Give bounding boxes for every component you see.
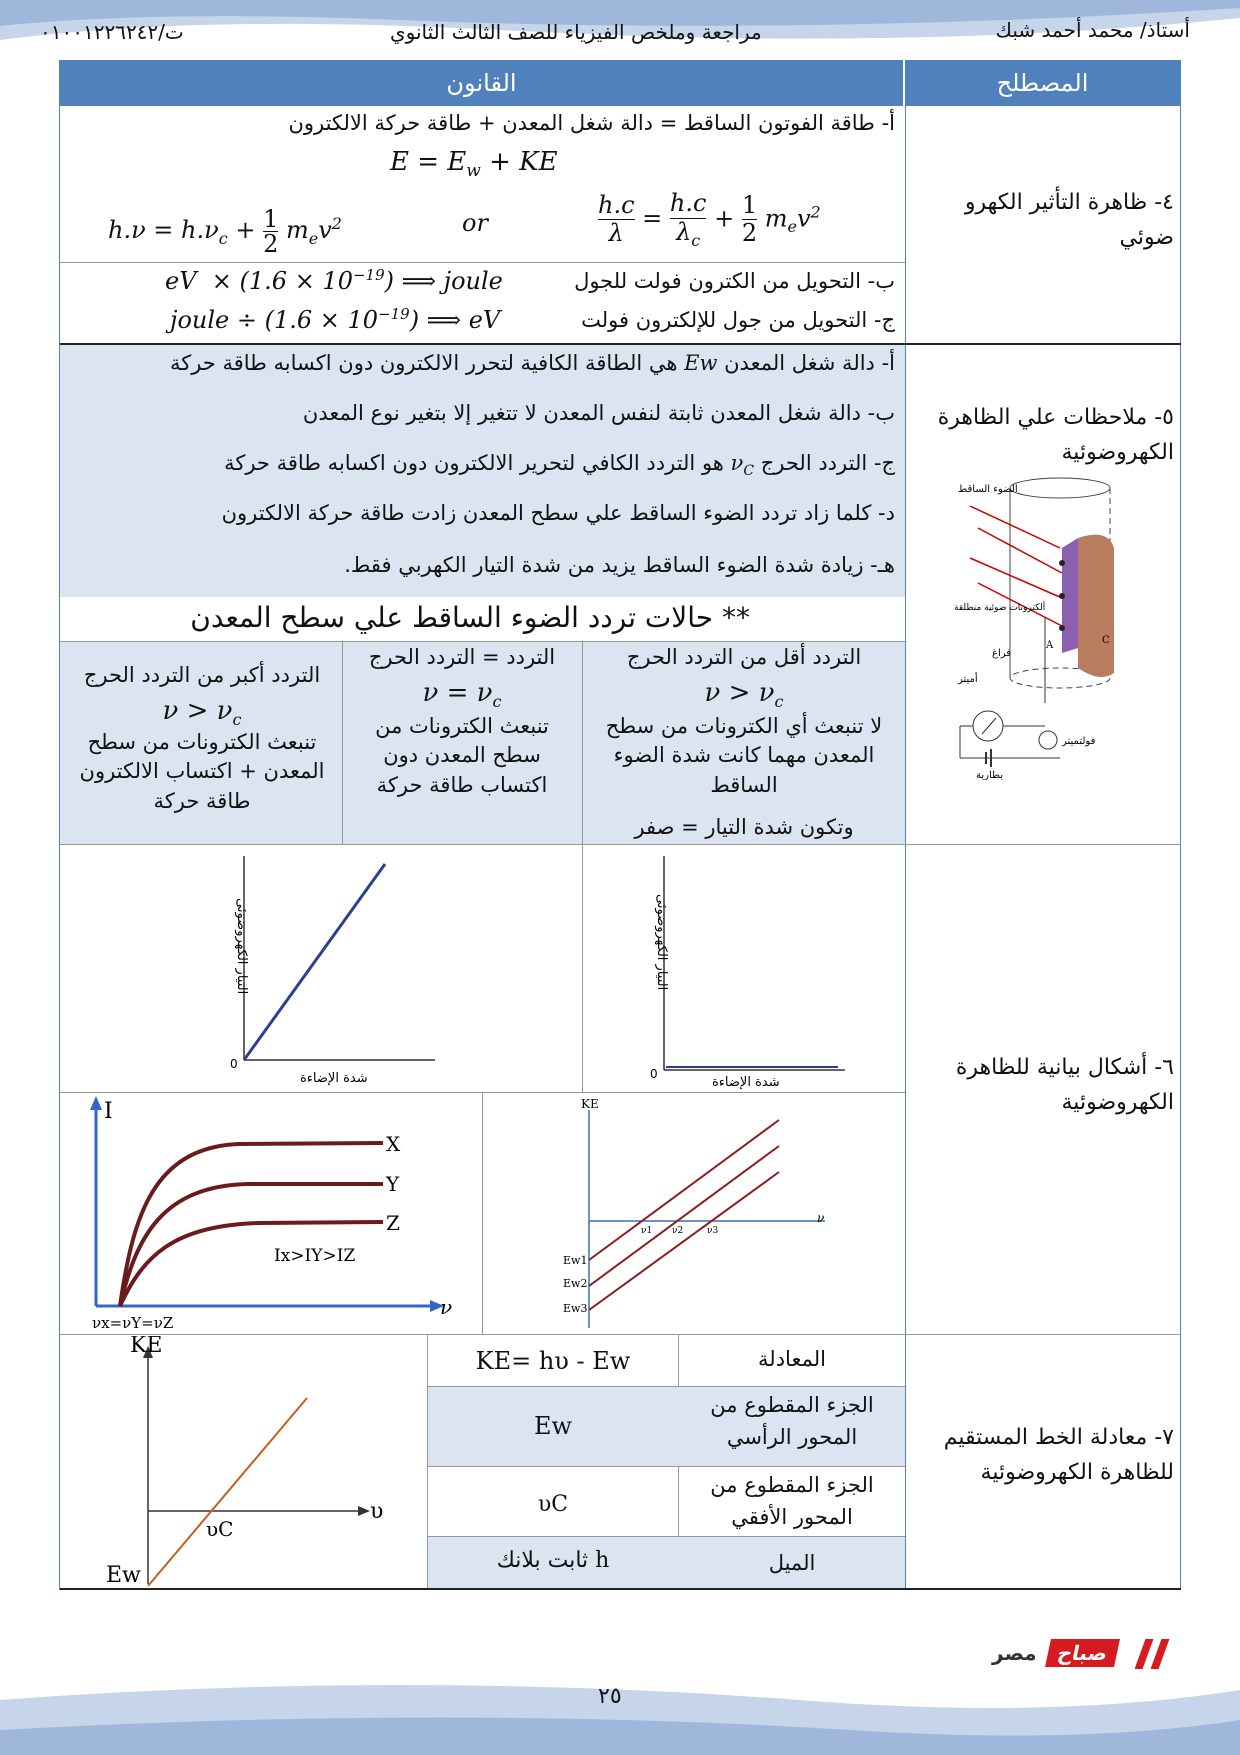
diagram-electrons: ألكترونات ضوئية منطلقة (954, 603, 1046, 613)
ew1-label: Ew1 (563, 1254, 588, 1267)
site-logo (992, 1637, 1182, 1677)
diagram-incident: الضوء الساقط (958, 484, 1018, 495)
diagram-vacuum: فراغ (992, 648, 1012, 659)
case2-title: التردد = التردد الحرج (368, 645, 556, 669)
graph-ke-label: KE (130, 1336, 163, 1358)
diagram-ammeter: أميتر (958, 674, 978, 685)
photocell-diagram (950, 468, 1135, 780)
diagram-battery: بطارية (976, 770, 1004, 780)
case2-body: تنبعث الكترونات من سطح المعدن دون اكتساب طاقة حركة (375, 714, 549, 797)
x-axis-label: شدة الإضاءة (300, 1071, 368, 1086)
v1-label: ν1 (641, 1226, 653, 1236)
zero-label: 0 (650, 1067, 658, 1081)
case1-extra: وتكون شدة التيار = صفر (634, 815, 854, 839)
case1-body: لا تنبعث أي الكترونات من سطح المعدن مهما كانت شدة الضوء الساقط (605, 714, 883, 797)
label-Y: Y (386, 1172, 400, 1196)
law-column-header: القانون (60, 60, 903, 106)
row7-value-1: Ew (533, 1412, 573, 1440)
intensity-relation: Ix>IY>IZ (274, 1246, 356, 1266)
row4-or: or (462, 209, 488, 237)
row4-c-eq: joule ÷ $(1.6 \times 10^{-19})$ ⟹ eV (170, 305, 501, 334)
row7-value-2: υC (537, 1492, 569, 1517)
row4-b-eq: eV × $(1.6 \times 10^{-19})$ ⟹ joule (165, 266, 503, 295)
row4-term: ٤- ظاهرة التأثير الكهرو ضوئي (964, 190, 1174, 251)
ke-axis-label: KE (581, 1097, 599, 1111)
ew3-label: Ew3 (563, 1302, 588, 1315)
grid-line (1180, 60, 1181, 1590)
logo-text-a: صباح (1045, 1639, 1120, 1667)
page-number: ٢٥ (598, 1684, 622, 1709)
graph-vc-label: υC (206, 1517, 234, 1541)
row5-bottom-border (60, 844, 1181, 845)
diagram-C: C (1102, 635, 1110, 646)
row4-law-a: أ- طاقة الفوتون الساقط = دالة شغل المعدن + طاقة حركة الالكترون (288, 111, 895, 135)
v2-label: ν2 (672, 1226, 684, 1236)
grid-line (905, 106, 906, 1590)
case3-body: تنبعث الكترونات من سطح المعدن + اكتساب الالكترون طاقة حركة (79, 730, 325, 813)
diagram-voltmeter: فولتميتر (1062, 736, 1096, 747)
case3-title: التردد أكبر من التردد الحرج (83, 663, 321, 687)
row7-line (428, 1466, 905, 1467)
label-X: X (386, 1132, 401, 1156)
row6-bottom-border (60, 1334, 1181, 1335)
row7-value-3: h ثابت بلانك (496, 1548, 610, 1573)
zero-label: 0 (230, 1057, 238, 1071)
diagram-A: A (1046, 640, 1054, 651)
y-axis-label: التيار الكهروضوئى (654, 894, 669, 991)
label-Z: Z (386, 1211, 400, 1235)
row7-label-2: الجزء المقطوع من المحور الأفقي (710, 1473, 874, 1529)
row4-law-c: ج- التحويل من جول للإلكترون فولت (581, 308, 895, 332)
x-axis-label: شدة الإضاءة (712, 1075, 780, 1090)
label-v: ν (440, 1295, 453, 1319)
row5-note-a: أ- دالة شغل المعدن Ew هي الطاقة الكافية لتحرر الالكترون دون اكسابه طاقة حركة (169, 351, 895, 375)
ke-line-graph (64, 1336, 424, 1588)
row7-value-0: KE= hυ - Ew (475, 1347, 631, 1375)
row5-note-d: د- كلما زاد تردد الضوء الساقط علي سطح المعدن زادت طاقة حركة الالكترون (221, 501, 895, 525)
row4-separator (60, 262, 905, 263)
row5-note-c: ج- التردد الحرج $\nu_C$ هو التردد الكافي لتحرير الالكترون دون اكسابه طاقة حركة (224, 451, 895, 480)
logo-bar (1135, 1639, 1154, 1669)
stopping-voltage-label: νx=νY=νZ (92, 1314, 174, 1332)
document-title: مراجعة وملخص الفيزياء للصف الثالث الثانوي (390, 20, 762, 44)
label-I: I (104, 1099, 113, 1124)
row7-label-1: الجزء المقطوع من المحور الرأسي (710, 1393, 874, 1449)
row7-label-3: الميل (768, 1551, 816, 1575)
row4-eq3: $\frac{h.c}{\lambda}$ = $\frac{h.c}{\lambda_c}$ + $\frac{1}{2}$ $m_ev^2$ (598, 189, 821, 250)
current-vs-intensity-graph (200, 850, 440, 1090)
row4-eq1: $E = E_w$ + KE (390, 147, 558, 182)
v3-label: ν3 (707, 1226, 719, 1236)
graph-ew-label: Ew (106, 1563, 141, 1588)
row5-note-b: ب- دالة شغل المعدن ثابتة لنفس المعدن لا تتغير إلا بتغير نوع المعدن (302, 401, 895, 425)
cases-line (60, 641, 905, 642)
row6-line (482, 1092, 483, 1334)
ew2-label: Ew2 (563, 1277, 588, 1290)
cases-line (342, 641, 343, 844)
v-axis-label: ν (817, 1211, 825, 1225)
logo-text-b: مصر (992, 1641, 1037, 1665)
row6-line (582, 844, 583, 1092)
row4-eq2: $h.\nu = h.\nu_c$ + $\frac{1}{2}$ $m_ev^2$ (108, 205, 342, 258)
case2-eq: $\nu = \nu_c$ (422, 678, 502, 712)
row7-term: ٧- معادلة الخط المستقيم للظاهرة الكهروضوئية (943, 1425, 1174, 1486)
table-bottom-border (60, 1588, 1181, 1590)
logo-bar (1151, 1639, 1170, 1669)
row5-term: ٥- ملاحظات علي الظاهرة الكهروضوئية (937, 405, 1174, 466)
row6-term: ٦- أشكال بيانية للظاهرة الكهروضوئية (955, 1055, 1174, 1116)
case1-eq: $\nu > \nu_c$ (704, 678, 784, 712)
teacher-name: أستاذ/ محمد أحمد شبك (995, 18, 1190, 42)
phone-number: ت/٠١٠٠١٢٢٦٢٤٢ (40, 20, 184, 44)
ke-frequency-graph (555, 1096, 845, 1332)
y-axis-label: التيار الكهروضوئى (234, 898, 249, 995)
row5-note-e: هـ- زيادة شدة الضوء الساقط يزيد من شدة التيار الكهربي فقط. (344, 553, 895, 577)
case3-eq: $\nu > \nu_c$ (162, 696, 242, 730)
row4-law-b: ب- التحويل من الكترون فولت للجول (574, 269, 895, 293)
current-voltage-curves (78, 1096, 470, 1332)
cases-title: ** حالات تردد الضوء الساقط علي سطح المعدن (190, 601, 750, 634)
row7-label-0: المعادلة (758, 1347, 826, 1371)
case1-title: التردد أقل من التردد الحرج (626, 645, 862, 669)
term-column-header: المصطلح (905, 60, 1180, 106)
graph-v-label: υ (370, 1499, 384, 1524)
cases-line (582, 641, 583, 844)
zero-current-graph (620, 850, 860, 1090)
